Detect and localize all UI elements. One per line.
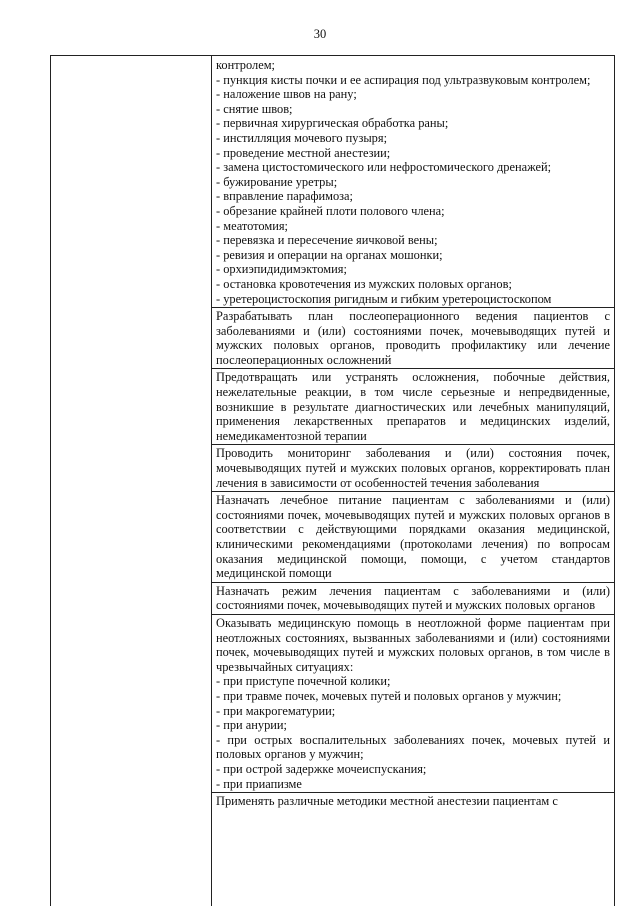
cell-line: - замена цистостомического или нефростомического дренажей;: [216, 160, 552, 175]
table-cell-emergency-care: [212, 615, 614, 793]
cell-line: Предотвращать или устранять осложнения, побочные действия, нежелательные реакции, в том числе серьезные и непредвиденные, возникшие в результате диагностических или лечебных манипуляций, применения лекарственных препаратов и медицинских изделий, немедикаментозной терапии: [216, 370, 610, 443]
table-right-column: [212, 56, 614, 906]
cell-line: - первичная хирургическая обработка раны;: [216, 116, 449, 131]
cell-line: - проведение местной анестезии;: [216, 145, 391, 160]
cell-line: - остановка кровотечения из мужских половых органов;: [216, 276, 512, 291]
cell-line: Назначать лечебное питание пациентам с заболеваниями и (или) состояниями почек, мочевыводящих путей и мужских половых органов в соответствии с действующими порядками оказания медицинской, клиническими рекомендациями (протоколами лечения) по вопросам оказания медицинской помощи, помощи, с учетом стандартов медицинской помощи: [216, 493, 610, 581]
table-cell-regimen: [212, 583, 614, 615]
cell-line: - при острой задержке мочеиспускания;: [216, 761, 427, 776]
table-cell-anesthesia: [212, 793, 614, 810]
table-cell-diet: [212, 492, 614, 583]
table-cell-procedures-list: [212, 56, 614, 308]
cell-line: - бужирование уретры;: [216, 174, 338, 189]
table-cell-monitoring: [212, 445, 614, 492]
page-number: 30: [313, 27, 327, 41]
table-left-column: [51, 56, 212, 906]
cell-line: контролем;: [216, 58, 275, 72]
cell-line: - при макрогематурии;: [216, 703, 336, 718]
cell-line: - при травме почек, мочевых путей и половых органов у мужчин;: [216, 688, 562, 703]
cell-line: Назначать режим лечения пациентам с заболеваниями и (или) состояниями почек, мочевыводящих путей и мужских половых органов: [216, 583, 610, 613]
cell-line: - вправление парафимоза;: [216, 189, 353, 204]
cell-line: - при острых воспалительных заболеваниях почек, мочевых путей и половых органов у мужчин;: [216, 732, 610, 762]
cell-line: - снятие швов;: [216, 101, 293, 116]
cell-line: - меатотомия;: [216, 218, 289, 233]
cell-line: - инстилляция мочевого пузыря;: [216, 130, 388, 145]
cell-line: Применять различные методики местной анестезии пациентам с: [216, 794, 558, 809]
cell-line: - перевязка и пересечение яичковой вены;: [216, 233, 438, 248]
cell-line: - орхиэпидидимэктомия;: [216, 262, 347, 277]
cell-line: - наложение швов на рану;: [216, 87, 357, 102]
cell-line: - обрезание крайней плоти полового члена;: [216, 203, 445, 218]
cell-line: - уретероцистоскопия ригидным и гибким уретероцистоскопом: [216, 291, 552, 306]
cell-line: Разрабатывать план послеоперационного ведения пациентов с заболеваниями и (или) состояниями почек, мочевыводящих путей и мужских половых органов, проводить профилактику или лечение послеоперационных осложнений: [216, 309, 610, 367]
cell-line: - при анурии;: [216, 718, 288, 733]
table-cell-complications: [212, 369, 614, 445]
cell-line: - при приапизме: [216, 776, 302, 791]
cell-line: - ревизия и операции на органах мошонки;: [216, 247, 443, 262]
cell-line: - пункция кисты почки и ее аспирация под ультразвуковым контролем;: [216, 72, 591, 87]
competency-table: [50, 55, 615, 906]
cell-line: Оказывать медицинскую помощь в неотложной форме пациентам при неотложных состояниях, вызванных заболеваниями и (или) состояниями почек, мочевыводящих путей и мужских половых органов, в том числе в чрезвычайных ситуациях:: [216, 615, 610, 674]
table-cell-postoperative-plan: [212, 308, 614, 369]
cell-line: - при приступе почечной колики;: [216, 674, 391, 689]
cell-line: Проводить мониторинг заболевания и (или) состояния почек, мочевыводящих путей и мужских половых органов, корректировать план лечения в зависимости от особенностей течения заболевания: [216, 446, 610, 490]
